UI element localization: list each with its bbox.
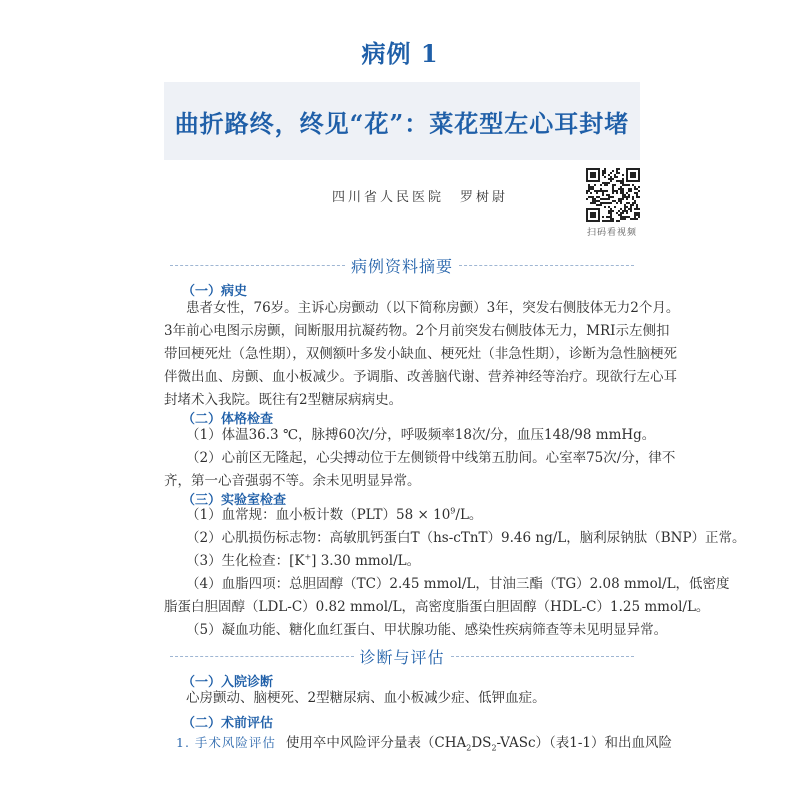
qr-caption: 扫码看视频 [586,228,637,238]
lab-text: /L。 [455,507,483,523]
subheading-lab: （三）实验室检查 [182,493,287,508]
paragraph-line: （1）体温36.3 ℃，脉搏60次/分，呼吸频率18次/分，血压148/98 mmHg。 [186,427,656,443]
paragraph-line: 心房颤动、脑梗死、2型糖尿病、血小板减少症、低钾血症。 [186,690,546,706]
paragraph-line: 齐，第一心音强弱不等。余未见明显异常。 [164,473,421,489]
paragraph-line: （4）血脂四项：总胆固醇（TC）2.45 mmol/L，甘油三酯（TG）2.08 mmol/L，低密度 [186,576,730,592]
subheading-exam: （二）体格检查 [182,412,274,427]
paragraph-line: 患者女性，76岁。主诉心房颤动（以下简称房颤）3年，突发右侧肢体无力2个月。 [186,300,680,316]
paragraph-line: 带回梗死灶（急性期），双侧额叶多发小缺血、梗死灶（非急性期），诊断为急性脑梗死 [164,346,677,362]
superscript: 9 [450,506,456,516]
paragraph-line: 封堵术入我院。既往有2型糖尿病病史。 [164,392,403,408]
paragraph-line [186,504,648,527]
qr-block [586,168,642,238]
paragraph-line: 3年前心电图示房颤，间断服用抗凝药物。2个月前突发右侧肢体无力，MRI示左侧扣 [164,323,670,339]
divider [170,656,354,657]
subscript: 2 [491,743,497,753]
subheading-history: （一）病史 [182,284,248,299]
divider [451,656,635,657]
paragraph-line: 脂蛋白胆固醇（LDL-C）0.82 mmol/L，高密度脂蛋白胆固醇（HDL-C）1.25 mmol/L。 [164,599,710,615]
subheading-preop: （二）术前评估 [182,716,274,731]
section-heading-label: 诊断与评估 [359,647,445,667]
paragraph-line: （2）心肌损伤标志物：高敏肌钙蛋白T（hs-cTnT）9.46 ng/L，脑利尿钠肽（BNP）正常。 [186,530,746,546]
preop-text: -VASc）（表1-1）和出血风险 [496,735,672,751]
title-band [164,82,640,160]
paragraph-line [176,731,672,755]
paragraph-line: 伴微出血、房颤、血小板减少。予调脂、改善脑代谢、营养神经等治疗。现欲行左心耳 [164,369,677,385]
subheading-admission: （一）入院诊断 [182,675,274,690]
case-number: 病例 1 [361,39,439,68]
preop-text: 使用卒中风险评分量表（CHA [285,735,467,751]
item-tag: 1. 手术风险评估 [176,735,276,750]
paragraph-line: （5）凝血功能、糖化血红蛋白、甲状腺功能、感染性疾病筛查等未见明显异常。 [186,622,668,638]
author-line: 四川省人民医院 罗树尉 [332,190,509,205]
section-heading-label: 病例资料摘要 [351,256,454,276]
subscript: 2 [466,743,472,753]
qr-code-icon[interactable] [586,168,640,222]
divider [459,265,634,266]
case-title: 曲折路终，终见“花”：菜花型左心耳封堵 [174,108,630,138]
lab-text: （1）血常规：血小板计数（PLT）58 × 10 [186,507,451,523]
section-heading-diagnosis [164,644,640,668]
preop-text: DS [471,735,492,751]
paragraph-line [186,550,648,573]
lab-text: （3）生化检查：[K [186,553,305,569]
lab-text: ] 3.30 mmol/L。 [311,553,421,569]
superscript: + [304,552,312,562]
divider [170,265,345,266]
section-heading-summary [164,253,640,277]
paragraph-line: （2）心前区无隆起，心尖搏动位于左侧锁骨中线第五肋间。心室率75次/分，律不 [186,450,676,466]
